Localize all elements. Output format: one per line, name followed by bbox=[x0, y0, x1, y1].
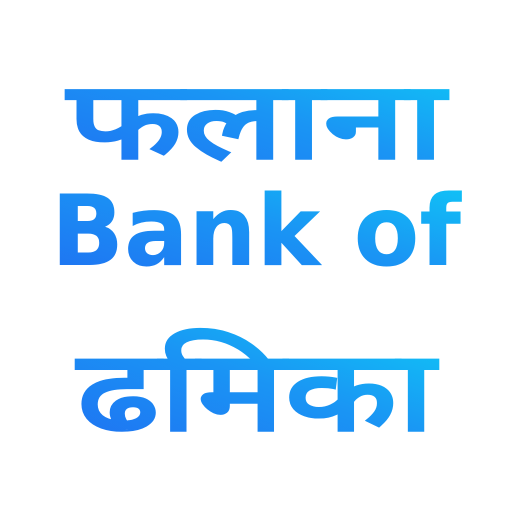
line-1-text: फलाना bbox=[64, 59, 451, 184]
line-3-text: ढमिका bbox=[74, 327, 441, 457]
line-2-text: Bank of bbox=[51, 175, 463, 289]
